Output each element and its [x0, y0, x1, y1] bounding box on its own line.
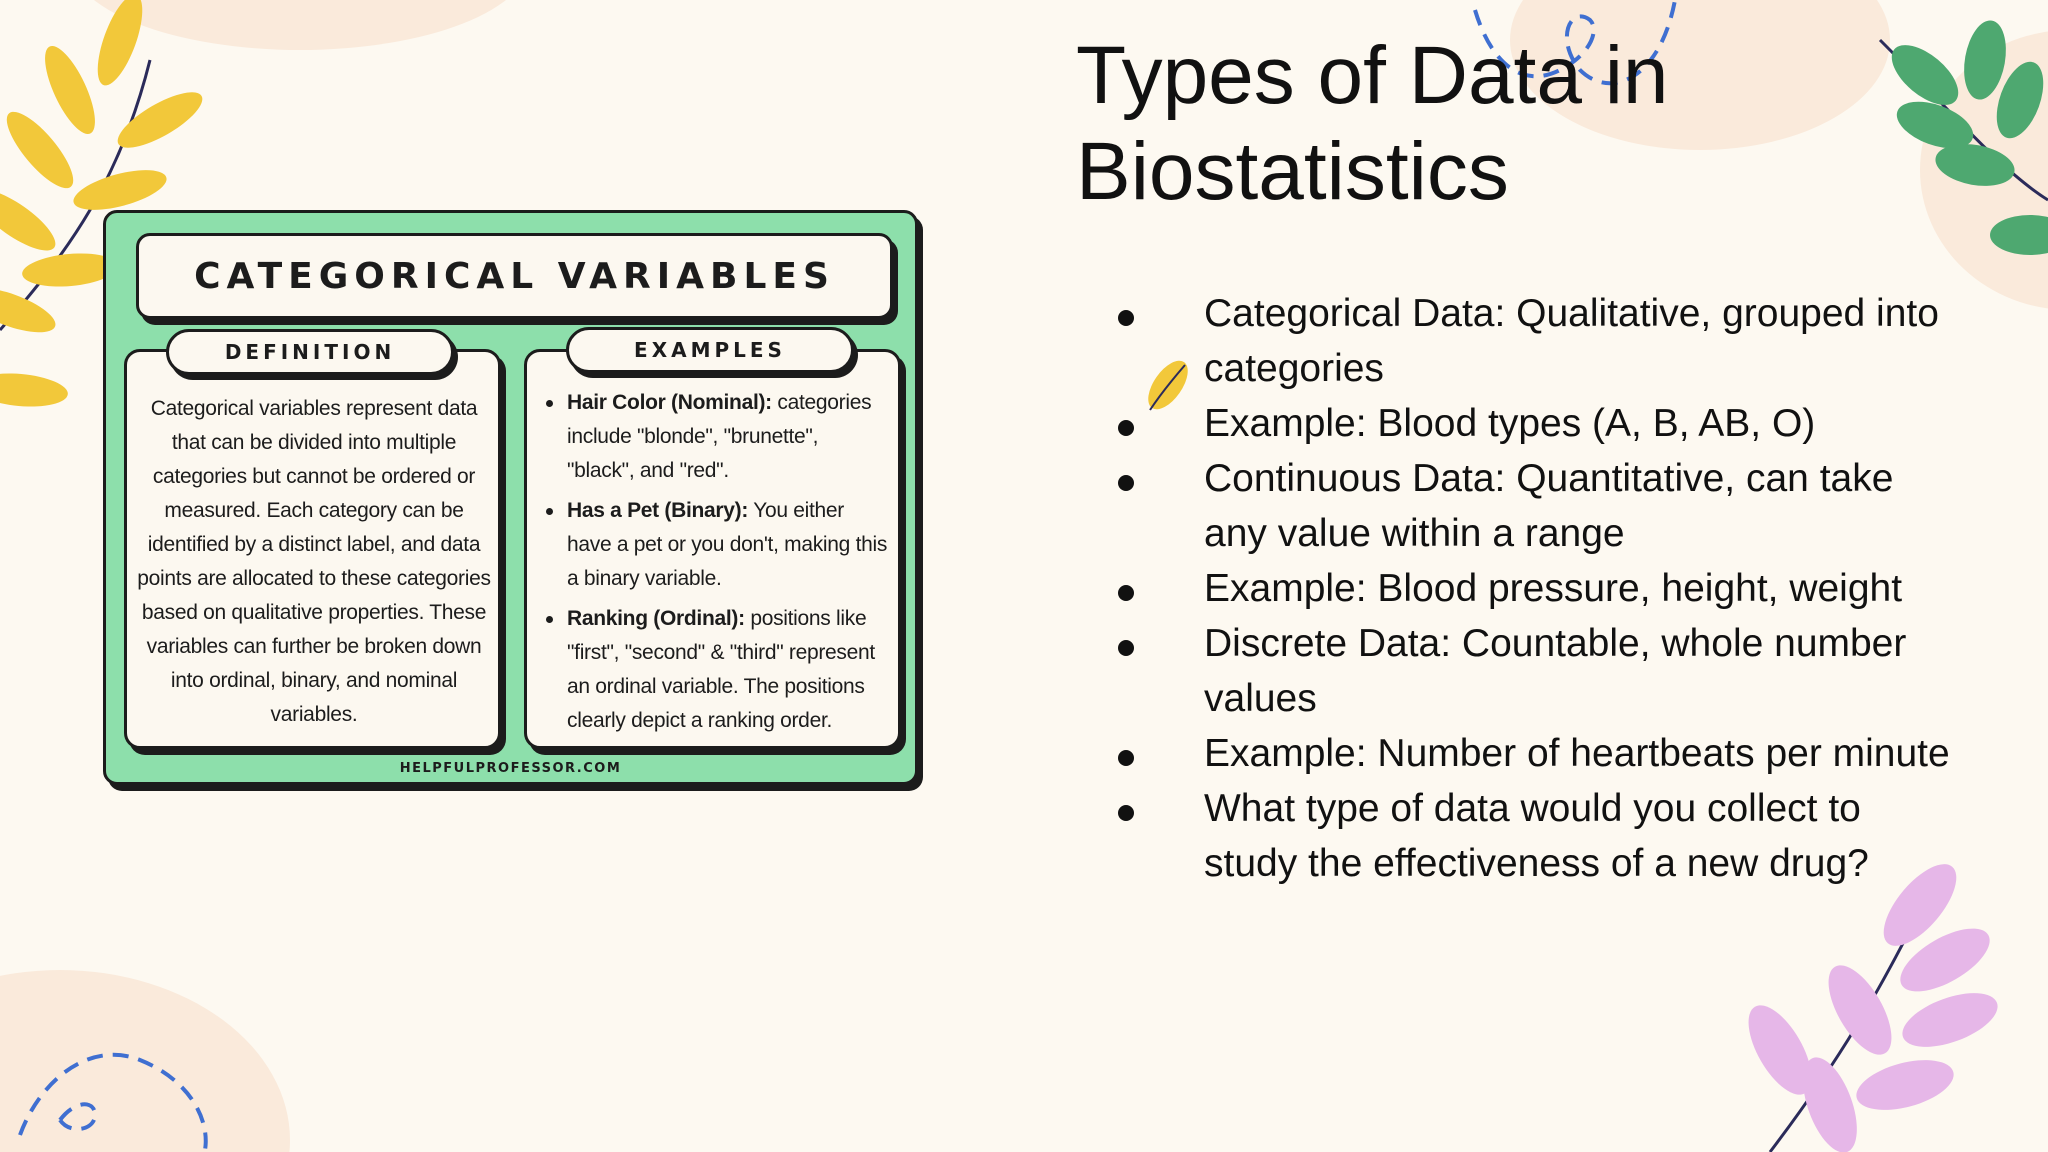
example-item [541, 386, 891, 488]
example-term: Has a Pet (Binary): [567, 499, 749, 522]
bullet-text: What type of data would you collect to study the effectiveness of a new drug? [1204, 787, 1869, 885]
bullet-text: Discrete Data: Countable, whole number values [1204, 622, 1907, 720]
bullet-item [1136, 616, 1956, 726]
definition-heading: DEFINITION [166, 329, 454, 375]
slide-bullet-list [1136, 286, 1956, 891]
categorical-variables-infographic [103, 210, 918, 785]
example-item [541, 602, 891, 738]
bullet-text: Example: Blood pressure, height, weight [1204, 567, 1903, 610]
bullet-item [1136, 396, 1956, 451]
infographic-title: CATEGORICAL VARIABLES [194, 255, 835, 297]
infographic-title-banner [136, 233, 893, 319]
example-text: You either have a pet or you don't, making this a binary variable. [567, 499, 888, 590]
infographic-credit: HELPFULPROFESSOR.COM [399, 761, 622, 776]
example-text: categories include "blonde", "brunette", "black", and "red". [567, 391, 872, 482]
bullet-item [1136, 726, 1956, 781]
examples-heading: EXAMPLES [566, 327, 854, 373]
definition-panel [124, 349, 501, 749]
bullet-dot-icon [1118, 310, 1134, 326]
examples-list [541, 386, 891, 744]
bullet-dot-icon [1118, 475, 1134, 491]
examples-panel [524, 349, 901, 749]
bullet-text: Example: Blood types (A, B, AB, O) [1204, 402, 1816, 445]
definition-text: Categorical variables represent data that can be divided into multiple categories but cannot be ordered or measured. Each category can be identified by a distinct label, and data points are allocated to these categories based on qualitative properties. These variables can further be broken down into ordinal, binary, and nominal variables. [137, 397, 491, 726]
bullet-item [1136, 561, 1956, 616]
bullet-dot-icon [1118, 585, 1134, 601]
bullet-dot-icon [1118, 750, 1134, 766]
example-item [541, 494, 891, 596]
bullet-dot-icon [1118, 805, 1134, 821]
example-term: Hair Color (Nominal): [567, 391, 772, 414]
pink-leaf-branch-icon [1736, 853, 2005, 1152]
bullet-dot-icon [1118, 420, 1134, 436]
bullet-item [1136, 451, 1956, 561]
slide-title: Types of Data in Biostatistics [1076, 30, 1669, 217]
bullet-dot-icon [546, 616, 553, 623]
bullet-item [1136, 286, 1956, 396]
bullet-dot-icon [546, 508, 553, 515]
bullet-item [1136, 781, 1956, 891]
example-text: positions like "first", "second" & "third" represent an ordinal variable. The positions clearly depict a ranking order. [567, 607, 875, 732]
example-term: Ranking (Ordinal): [567, 607, 745, 630]
bullet-dot-icon [1118, 640, 1134, 656]
bullet-text: Categorical Data: Qualitative, grouped into categories [1204, 292, 1939, 390]
bullet-text: Continuous Data: Quantitative, can take any value within a range [1204, 457, 1894, 555]
bullet-dot-icon [546, 400, 553, 407]
bullet-text: Example: Number of heartbeats per minute [1204, 732, 1950, 775]
